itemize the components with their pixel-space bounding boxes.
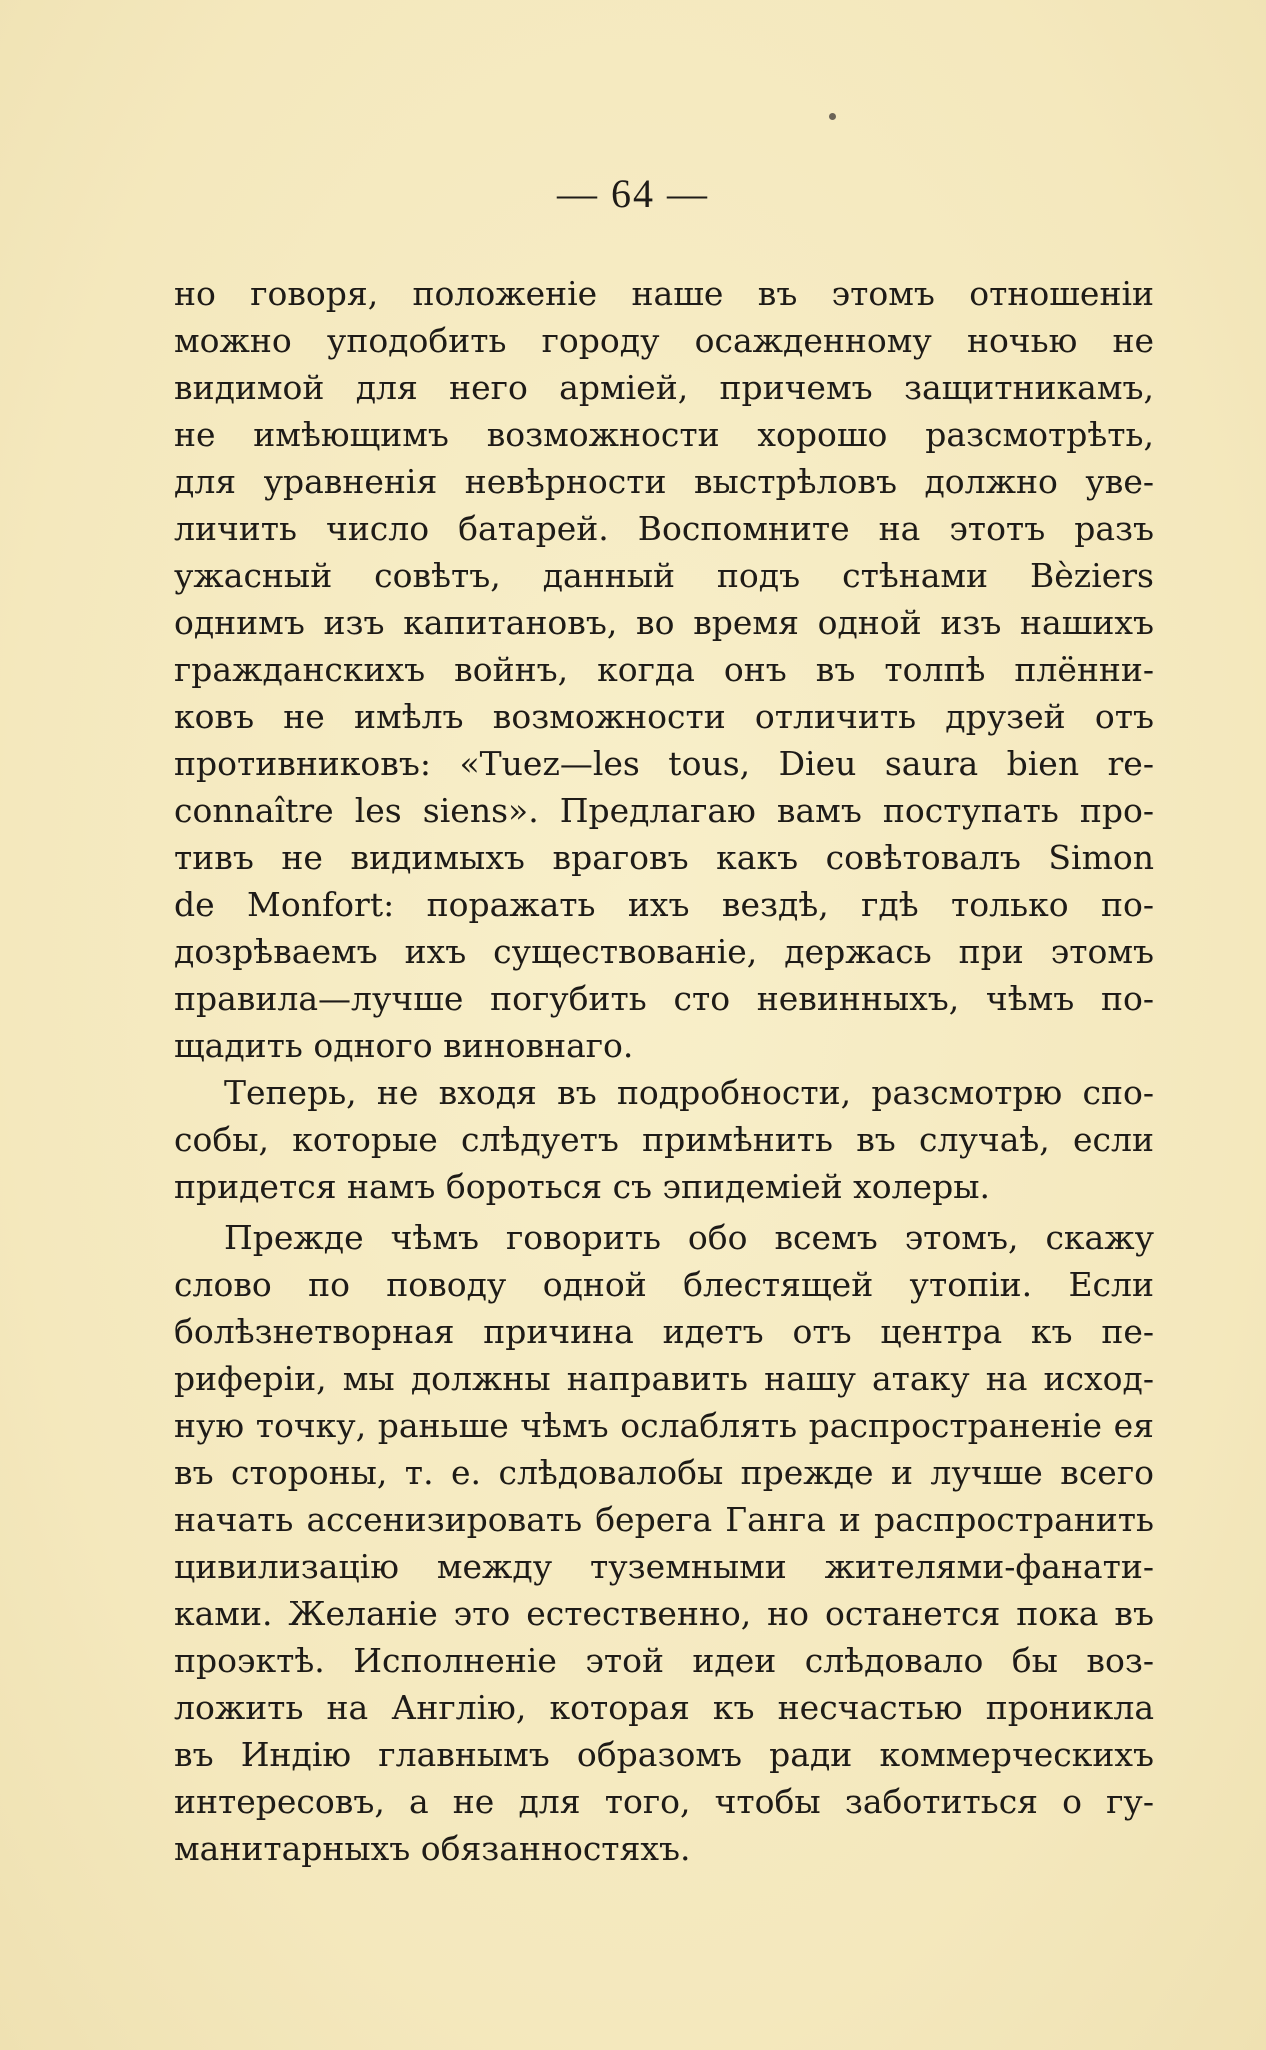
text-line: ужасный совѣтъ, данный подъ стѣнами Bèziers <box>174 556 1154 595</box>
text-line: для уравненія невѣрности выстрѣловъ должно уве- <box>174 462 1154 501</box>
text-line: въ стороны, т. е. слѣдовалобы прежде и лучше всего <box>174 1453 1154 1492</box>
text-line: de Monfort: поражать ихъ вездѣ, гдѣ только по- <box>174 885 1154 924</box>
text-line: ную точку, раньше чѣмъ ослаблять распространеніе ея <box>174 1406 1154 1445</box>
text-line: connaître les siens». Предлагаю вамъ поступать про- <box>174 791 1154 830</box>
body-text <box>174 270 1154 1872</box>
text-line: противниковъ: «Tuez—les tous, Dieu saura bien re- <box>174 744 1154 783</box>
text-line: рифеpiи, мы должны направить нашу атаку на исход- <box>174 1359 1154 1398</box>
text-line: тивъ не видимыхъ враговъ какъ совѣтовалъ Simon <box>174 838 1154 877</box>
page-number-header: — 64 — <box>557 171 709 216</box>
text-line: собы, которые слѣдуетъ примѣнить въ случаѣ, если <box>174 1120 1154 1159</box>
text-line: манитарныхъ обязанностяхъ. <box>174 1829 691 1868</box>
text-line: дозрѣваемъ ихъ существованіе, держась при этомъ <box>174 932 1154 971</box>
text-line: интересовъ, а не для того, чтобы заботиться о гу- <box>174 1782 1154 1821</box>
text-line: гражданскихъ войнъ, когда онъ въ толпѣ плённи- <box>174 650 1154 689</box>
text-line: видимой для него арміей, причемъ защитникамъ, <box>174 368 1154 407</box>
text-line: однимъ изъ капитановъ, во время одной изъ нашихъ <box>174 603 1154 642</box>
text-line: ками. Желаніе это естественно, но останется пока въ <box>174 1594 1154 1633</box>
text-line: можно уподобить городу осажденному ночью не <box>174 321 1154 360</box>
text-line: болѣзнетворная причина идетъ отъ центра къ пе- <box>174 1312 1154 1351</box>
text-line: Прежде чѣмъ говорить обо всемъ этомъ, скажу <box>224 1218 1154 1257</box>
text-line: не имѣющимъ возможности хорошо разсмотрѣть, <box>174 415 1154 454</box>
text-line: цивилизацію между туземными жителями-фанати- <box>174 1547 1154 1586</box>
text-line: придется намъ бороться съ эпидеміей холеры. <box>174 1167 990 1206</box>
text-line: Теперь, не входя въ подробности, разсмотрю спо- <box>224 1073 1154 1112</box>
text-line: щадить одного виновнаго. <box>174 1026 634 1065</box>
text-line: ковъ не имѣлъ возможности отличить друзей отъ <box>174 697 1154 736</box>
text-line: ложить на Англію, которая къ несчастью проникла <box>174 1688 1154 1727</box>
text-line: проэктѣ. Исполненіе этой идеи слѣдовало бы воз- <box>174 1641 1154 1680</box>
text-line: слово по поводу одной блестящей утопіи. Если <box>174 1265 1154 1304</box>
text-line: начать ассенизировать берега Ганга и распространить <box>174 1500 1154 1539</box>
text-line: но говоря, положеніе наше въ этомъ отношеніи <box>174 274 1154 313</box>
ink-speck <box>829 113 836 120</box>
text-line: въ Индію главнымъ образомъ ради коммерческихъ <box>174 1735 1154 1774</box>
text-line: правила—лучше погубить сто невинныхъ, чѣмъ по- <box>174 979 1154 1018</box>
text-line: личить число батарей. Воспомните на этотъ разъ <box>174 509 1154 548</box>
